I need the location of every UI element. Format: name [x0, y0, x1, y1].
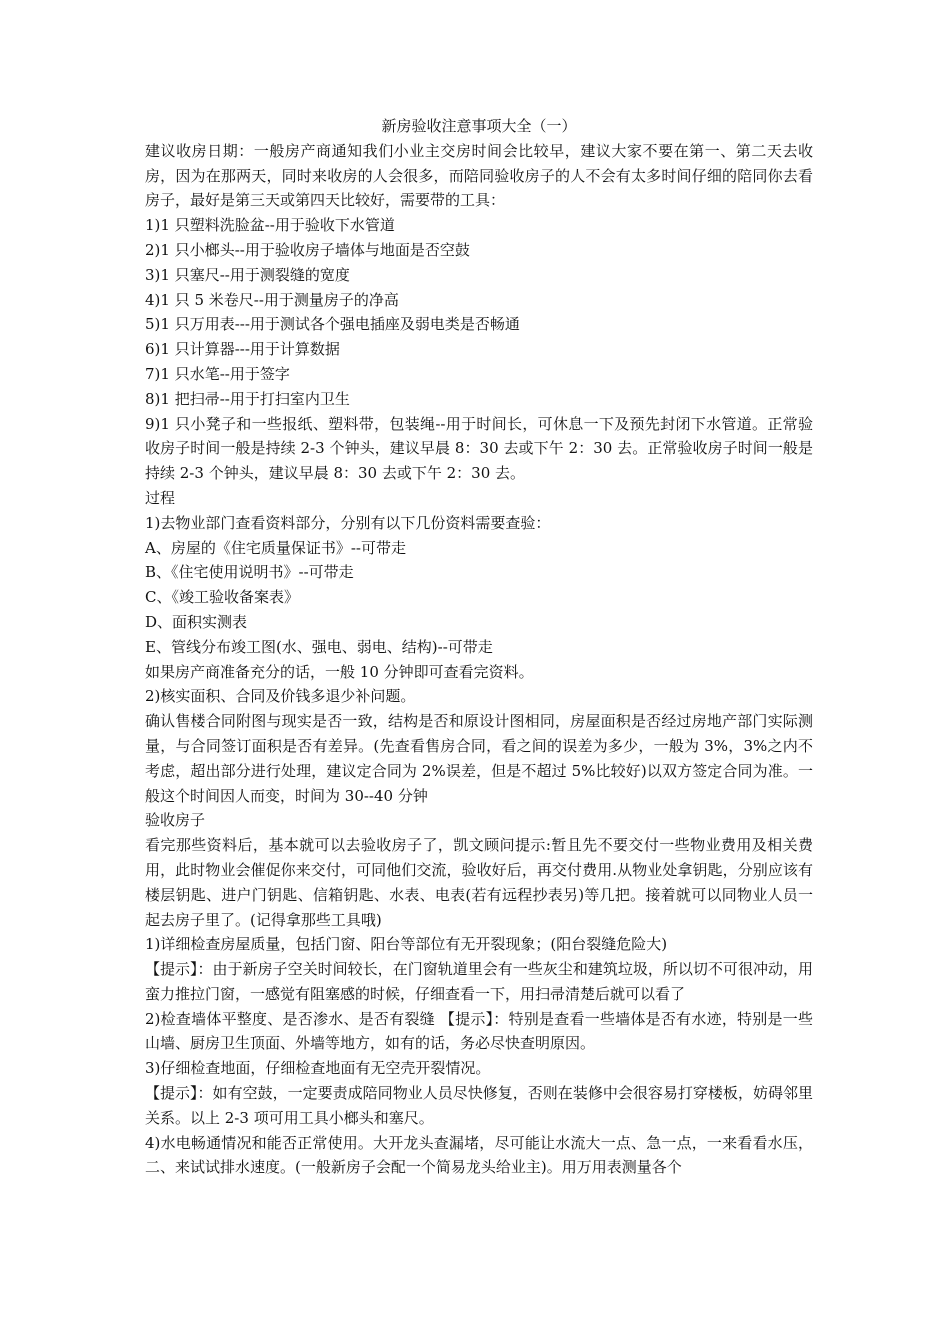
paragraph: 【提示】：如有空鼓，一定要责成陪同物业人员尽快修复，否则在装修中会很容易打穿楼板，妨碍邻里关系。以上 2-3 项可用工具小榔头和塞尺。: [145, 1084, 813, 1127]
paragraph: 5)1 只万用表---用于测试各个强电插座及弱电类是否畅通: [145, 315, 520, 334]
paragraph: 【提示】：由于新房子空关时间较长，在门窗轨道里会有一些灰尘和建筑垃圾，所以切不可很冲动，用蛮力推拉门窗，一感觉有阻塞感的时候，仔细查看一下，用扫帚清楚后就可以看了: [145, 960, 813, 1003]
paragraph: 4)1 只 5 米卷尺--用于测量房子的净高: [145, 290, 399, 309]
paragraph: 9)1 只小凳子和一些报纸、塑料带，包装绳--用于时间长，可休息一下及预先封闭下水管道。正常验收房子时间一般是持续 2-3 个钟头，建议早晨 8：30 去或下午 2：30 去。正常验收房子时间一般是持续 2-3 个钟头，建议早晨 8：30 去或下午 2：30 去。: [145, 414, 813, 483]
paragraph: C、《竣工验收备案表》: [145, 588, 299, 607]
document-body: [145, 114, 813, 1180]
paragraph: E、管线分布竣工图(水、强电、弱电、结构)--可带走: [145, 637, 493, 656]
paragraph: 1)去物业部门查看资料部分，分别有以下几份资料需要查验：: [145, 513, 551, 532]
paragraph: 3)仔细检查地面，仔细检查地面有无空壳开裂情况。: [145, 1059, 491, 1078]
document-title: 新房验收注意事项大全（一）: [381, 117, 577, 135]
paragraph: 2)1 只小榔头--用于验收房子墙体与地面是否空鼓: [145, 240, 470, 259]
paragraph: 1)详细检查房屋质量，包括门窗、阳台等部位有无开裂现象；(阳台裂缝危险大): [145, 935, 668, 954]
paragraph: 看完那些资料后，基本就可以去验收房子了，凯文顾问提示:暂且先不要交付一些物业费用及相关费用，此时物业会催促你来交付，可同他们交流，验收好后，再交付费用.从物业处拿钥匙，分别应该有楼层钥匙、进户门钥匙、信箱钥匙、水表、电表(若有远程抄表另)等几把。接着就可以同物业人员一起去房子里了。(记得拿那些工具哦): [145, 836, 813, 929]
paragraph: 6)1 只计算器---用于计算数据: [145, 340, 340, 359]
paragraph: 如果房产商准备充分的话，一般 10 分钟即可查看完资料。: [145, 662, 534, 681]
paragraph: 1)1 只塑料洗脸盆--用于验收下水管道: [145, 216, 395, 235]
paragraph: B、《住宅使用说明书》--可带走: [145, 563, 354, 582]
paragraph: 2)核实面积、合同及价钱多退少补问题。: [145, 687, 416, 706]
paragraph-list: [145, 139, 813, 1180]
paragraph: 建议收房日期：一般房产商通知我们小业主交房时间会比较早，建议大家不要在第一、第二天去收房，因为在那两天，同时来收房的人会很多，而陪同验收房子的人不会有太多时间仔细的陪同你去看房子，最好是第三天或第四天比较好，需要带的工具：: [145, 141, 813, 210]
paragraph: 8)1 把扫帚--用于打扫室内卫生: [145, 389, 350, 408]
paragraph: 2)检查墙体平整度、是否渗水、是否有裂缝 【提示】：特别是查看一些墙体是否有水迹，特别是一些山墙、厨房卫生顶面、外墙等地方，如有的话，务必尽快查明原因。: [145, 1009, 813, 1053]
paragraph: A、房屋的《住宅质量保证书》--可带走: [145, 538, 406, 557]
paragraph: 3)1 只塞尺--用于测裂缝的宽度: [145, 265, 350, 284]
paragraph: D、面积实测表: [145, 612, 248, 631]
paragraph: 验收房子: [145, 811, 206, 830]
paragraph: 7)1 只水笔--用于签字: [145, 364, 290, 383]
paragraph: 过程: [145, 488, 176, 507]
paragraph: 确认售楼合同附图与现实是否一致，结构是否和原设计图相同，房屋面积是否经过房地产部门实际测量，与合同签订面积是否有差异。(先查看售房合同，看之间的误差为多少，一般为 3%，3%之内不考虑，超出部分进行处理，建议定合同为 2%误差，但是不超过 5%比较好)以双方签定合同为准。一般这个时间因人而变，时间为 30--40 分钟: [145, 712, 813, 805]
paragraph: 4)水电畅通情况和能否正常使用。大开龙头查漏堵，尽可能让水流大一点、急一点，一来看看水压，二、来试试排水速度。(一般新房子会配一个简易龙头给业主)。用万用表测量各个: [145, 1133, 813, 1177]
